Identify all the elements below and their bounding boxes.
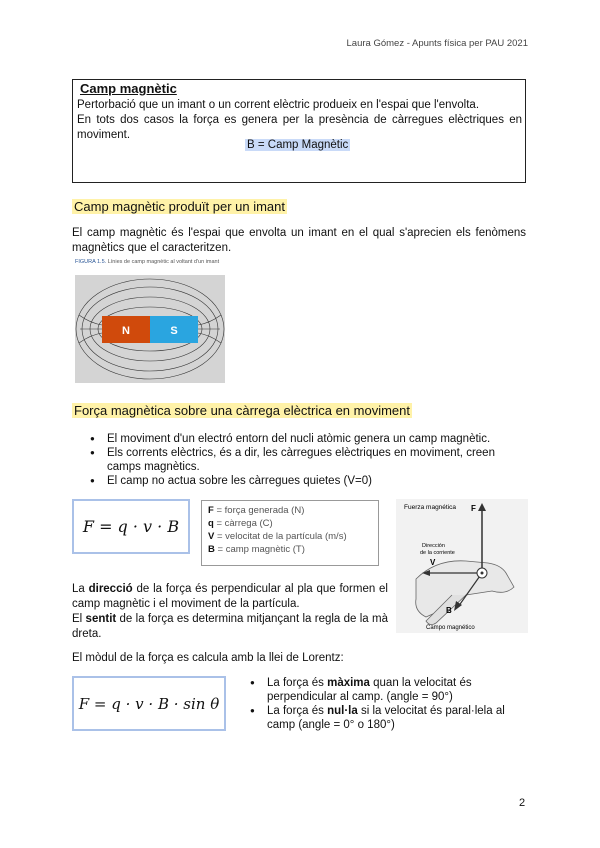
section2-heading-wrap: [72, 403, 412, 418]
current-label-1: Dirección: [422, 543, 445, 549]
list-item: ● El camp no actua sobre les càrregues quietes (V=0): [90, 474, 526, 488]
legend-row: B = camp magnètic (T): [208, 544, 305, 555]
current-label-2: de la corriente: [420, 550, 455, 556]
list-item: ● El moviment d'un electró entorn del nucli atòmic genera un camp magnètic.: [90, 432, 526, 446]
list-item: ● La força és nul·la si la velocitat és paral·lela al camp (angle = 0° o 180°): [250, 704, 510, 732]
formula-legend: [201, 500, 379, 566]
intro-line-2: En tots dos casos la força es genera per la presència de càrregues elèctriques en moviment.: [77, 114, 522, 141]
south-label: S: [170, 325, 178, 337]
direction-paragraph: La direcció de la força és perpendicular al pla que formen el camp magnètic i el moviment de la partícula. El sentit de la força es determina mitjançant la regla de la mà dreta.: [72, 583, 388, 640]
list-item: ● La força és màxima quan la velocitat és perpendicular al camp. (angle = 90°): [250, 676, 510, 704]
right-hand-rule-figure: [396, 499, 528, 633]
magnet-field-figure: [75, 275, 225, 383]
force-label: Fuerza magnética: [404, 504, 457, 511]
formula-force: F = q · v · B: [72, 499, 190, 554]
formula-lorentz: F = q · v · B · sin θ: [72, 676, 226, 731]
intro-title: Camp magnètic: [80, 81, 177, 96]
section2-heading: Força magnètica sobre una càrrega elèctrica en moviment: [74, 403, 410, 418]
force-symbol: F: [471, 504, 476, 513]
lorentz-intro: El mòdul de la força es calcula amb la llei de Lorentz:: [72, 652, 344, 664]
section1-heading-wrap: [72, 199, 287, 214]
section2-bullets: [90, 432, 526, 488]
section1-heading: Camp magnètic produït per un imant: [74, 199, 285, 214]
legend-row: F = força generada (N): [208, 505, 305, 516]
direction-bold: direcció: [88, 583, 133, 595]
field-label: Campo magnético: [426, 625, 475, 631]
right-hand-rule-drawing: [396, 499, 528, 633]
intro-line-1: Pertorbació que un imant o un corrent elèctric produeix en l'espai que l'envolta.: [77, 99, 480, 111]
caption-text: Línies de camp magnètic al voltant d'un imant: [107, 259, 220, 265]
legend-row: q = càrrega (C): [208, 518, 273, 529]
magnet-figure-caption: [75, 259, 225, 266]
legend-row: V = velocitat de la partícula (m/s): [208, 531, 347, 542]
magnet-field-lines: [75, 275, 225, 383]
section1-paragraph: El camp magnètic és l'espai que envolta un imant en el qual s'aprecien els fenòmens magnètics que el caracteritzen.: [72, 227, 526, 254]
list-item: ● Els corrents elèctrics, és a dir, les càrregues elèctriques en moviment, creen camps magnètics.: [90, 446, 526, 474]
north-label: N: [122, 325, 130, 337]
lorentz-bullets: [250, 676, 510, 732]
velocity-symbol: V: [430, 558, 436, 567]
page-number: 2: [519, 797, 526, 809]
definition-highlight: B = Camp Magnètic: [247, 139, 349, 151]
field-symbol: B: [446, 606, 452, 615]
sense-bold: sentit: [85, 613, 117, 625]
page-header: Laura Gómez - Apunts física per PAU 2021: [346, 38, 528, 49]
caption-prefix: FIGURA 1.5.: [75, 259, 107, 265]
intro-text: [77, 98, 522, 143]
